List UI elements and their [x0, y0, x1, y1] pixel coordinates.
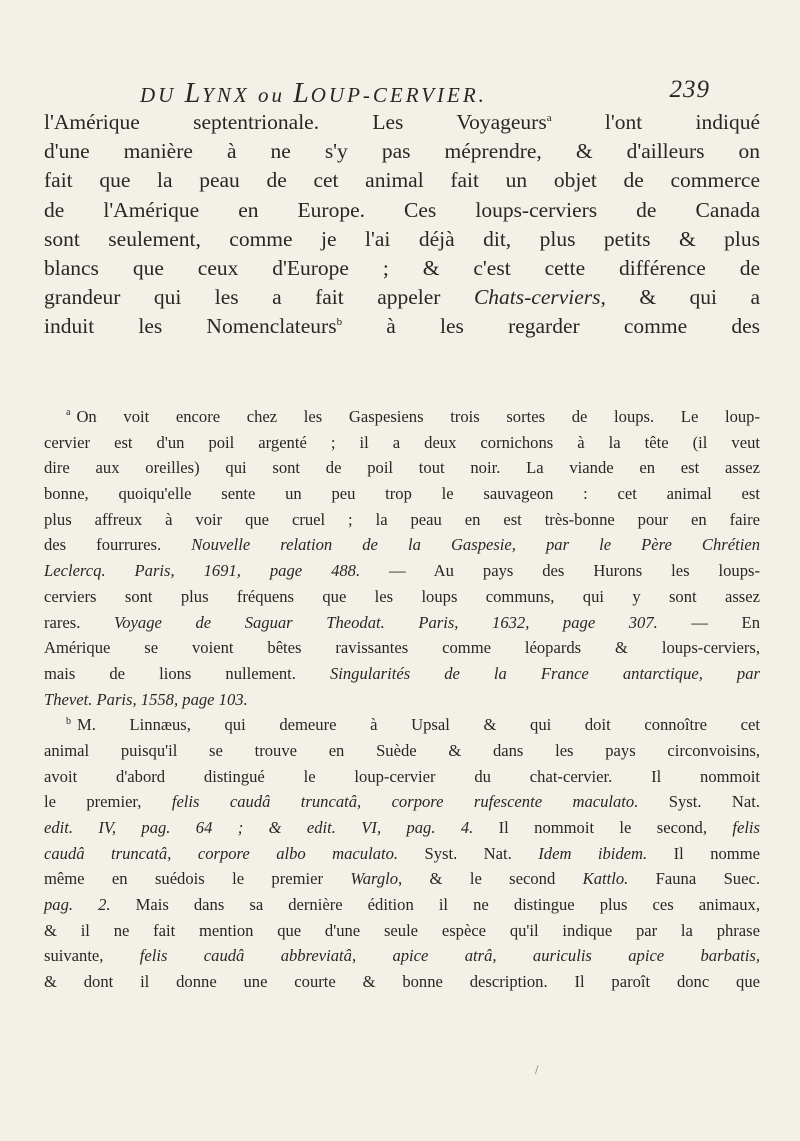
- note-b-latin-3: felis caudâ abbreviatâ, apice atrâ, auriculis apice barbatis,: [139, 946, 760, 966]
- note-b-line-5: [44, 815, 760, 841]
- note-a-text-11a: mais de lions nullement.: [44, 663, 330, 683]
- body-line-6: blancs que ceux d'Europe ; & c'est cette différence de: [44, 255, 760, 280]
- note-b-latin-2a: felis: [732, 818, 760, 837]
- main-paragraph: [44, 108, 760, 342]
- body-line-7: [44, 283, 760, 312]
- note-b-text-7a: même en suédois le premier: [44, 869, 351, 889]
- paper-mark: /: [535, 1065, 539, 1076]
- header-cap-l2: L: [293, 78, 311, 109]
- note-b-text-6c: Il nomme: [647, 843, 760, 863]
- footnote-ref-a: a: [546, 111, 552, 124]
- running-title: [140, 78, 487, 110]
- note-b-citation-1: edit. IV, pag. 64 ; & edit. VI, pag. 4.: [44, 818, 474, 837]
- note-b-text-7b: , & le second: [398, 869, 583, 889]
- running-header: [140, 72, 710, 108]
- note-a-text-9b: — En: [657, 612, 760, 632]
- note-a-line-3: dire aux oreilles) qui sont de poil tout noir. La viande en est assez: [44, 458, 760, 478]
- body-text-8a: induit les Nomenclateurs: [44, 314, 337, 339]
- note-a-line-10: Amérique se voient bêtes ravissantes comme léopards & loups-cerviers,: [44, 638, 760, 658]
- note-a-citation-2: Voyage de Saguar Theodat. Paris, 1632, page 307.: [113, 612, 658, 632]
- note-a-line-7: [44, 558, 760, 584]
- note-b-line-9: & il ne fait mention que d'une seule espèce qu'il indique par la phrase: [44, 920, 760, 940]
- footnotes: [44, 404, 760, 995]
- note-a-line-9: [44, 610, 760, 636]
- note-b-line-6: [44, 841, 760, 867]
- note-b-line-2: animal puisqu'il se trouve en Suède & dans les pays circonvoisins,: [44, 740, 760, 760]
- body-line-8: [44, 312, 760, 341]
- note-a-line-6: [44, 532, 760, 558]
- note-a-text-1: On voit encore chez les Gaspesiens trois sortes de loups. Le loup-: [76, 407, 760, 426]
- footnote-ref-b: b: [336, 316, 343, 329]
- note-b-citation-3: pag. 2.: [44, 895, 111, 915]
- body-line-2: d'une manière à ne s'y pas méprendre, & d'ailleurs on: [44, 139, 760, 164]
- header-word-ynx: YNX: [202, 83, 258, 107]
- note-b-latin-1: felis caudâ truncatâ, corpore rufescente maculato.: [171, 792, 639, 812]
- note-b-line-1: [44, 712, 760, 738]
- body-text-1b: l'ont indiqué: [551, 110, 760, 134]
- note-b-text-6b: Syst. Nat.: [398, 843, 539, 863]
- body-text-1a: l'Amérique septentrionale. Les Voyageurs: [44, 110, 547, 134]
- note-a-line-2: cervier est d'un poil argenté ; il a deux cornichons à la tête (il veut: [44, 432, 760, 452]
- note-b-text-10a: suivante,: [44, 946, 140, 966]
- note-b-text-4b: Syst. Nat.: [638, 792, 760, 812]
- body-text-7b: , & qui a: [600, 285, 760, 310]
- note-b-mark: b: [66, 715, 71, 727]
- note-a-line-5: plus affreux à voir que cruel ; la peau en est très-bonne pour en faire: [44, 509, 760, 529]
- note-a-mark: a: [66, 407, 71, 419]
- note-b-text-4a: le premier,: [44, 792, 172, 812]
- note-a-citation-1b: Leclercq. Paris, 1691, page 488.: [44, 561, 361, 581]
- header-word-ou: ou: [257, 83, 294, 107]
- note-a-line-4: bonne, quoiqu'elle sente un peu trop le sauvageon : cet animal est: [44, 484, 760, 504]
- note-b-line-3: avoit d'abord distingué le loup-cervier du chat-cervier. Il nommoit: [44, 766, 760, 786]
- header-word-du: DU: [140, 83, 185, 107]
- note-a-line-1: [44, 404, 760, 430]
- note-b-name-kattlo: Kattlo.: [582, 869, 629, 889]
- header-cap-l: L: [184, 78, 203, 109]
- note-a-text-9a: rares.: [44, 612, 114, 632]
- body-text-7a: grandeur qui les a fait appeler: [44, 285, 474, 310]
- note-b-text-7c: Fauna Suec.: [628, 869, 760, 889]
- note-b-line-10: [44, 943, 760, 969]
- note-a-citation-3: Singularités de la France antarctique, par: [329, 663, 760, 683]
- note-a-citation-3b: Thevet. Paris, 1558, page 103.: [44, 689, 248, 709]
- note-b-line-11: & dont il donne une courte & bonne description. Il paroît donc que: [44, 972, 760, 992]
- body-term-chats-cerviers: Chats-cerviers: [473, 285, 601, 310]
- note-b-name-warglo: Warglo: [350, 869, 399, 889]
- note-b-line-4: [44, 789, 760, 815]
- note-a-line-11: [44, 661, 760, 687]
- note-b-line-8: [44, 892, 760, 918]
- note-b-line-7: [44, 866, 760, 892]
- note-a-line-12: [44, 687, 760, 713]
- note-b-text-1: M. Linnæus, qui demeure à Upsal & qui doit connoître cet: [77, 715, 760, 735]
- body-text-8b: à les regarder comme des: [342, 314, 760, 339]
- body-line-4: de l'Amérique en Europe. Ces loups-cerviers de Canada: [44, 197, 760, 222]
- note-b-citation-2: Idem ibidem.: [538, 843, 648, 863]
- note-a-text-7b: — Au pays des Hurons les loups-: [360, 561, 760, 581]
- note-b-text-5b: Il nommoit le second,: [473, 818, 733, 837]
- note-a-line-8: cerviers sont plus fréquens que les loups communs, qui y sont assez: [44, 586, 760, 606]
- page-number: 239: [669, 76, 710, 103]
- header-word-oup-cervier: OUP-CERVIER.: [310, 83, 487, 107]
- note-a-citation-1: Nouvelle relation de la Gaspesie, par le Père Chrétien: [191, 535, 760, 555]
- note-b-latin-2b: caudâ truncatâ, corpore albo maculato.: [44, 843, 399, 863]
- note-b-text-8b: Mais dans sa dernière édition il ne distingue plus ces animaux,: [110, 895, 761, 915]
- body-line-3: fait que la peau de cet animal fait un objet de commerce: [44, 168, 760, 193]
- note-a-text-6a: des fourrures.: [44, 535, 192, 555]
- body-line-1: [44, 108, 760, 137]
- body-line-5: sont seulement, comme je l'ai déjà dit, plus petits & plus: [44, 226, 760, 251]
